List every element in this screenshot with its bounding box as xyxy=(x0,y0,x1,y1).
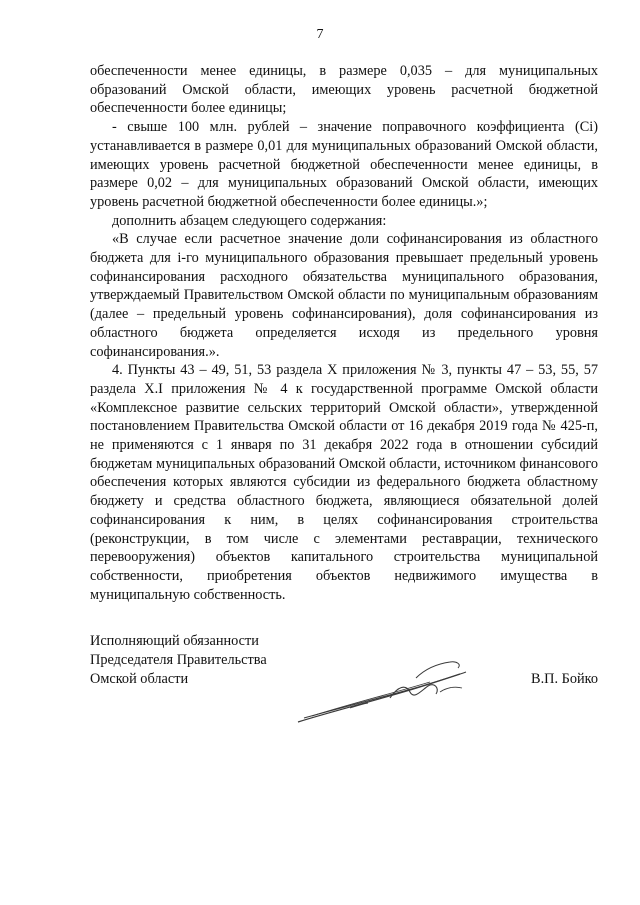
handwritten-signature xyxy=(290,648,480,728)
signer-position xyxy=(90,632,267,689)
paragraph-quoted-clause: «В случае если расчетное значение доли софинансирования из областного бюджета для i-го муниципального образования превышает предельный уровень софинансирования расходного обязательства муниципального образования, утверждаемый Правительством Омской области по муниципальным образованиям (далее – предельный уровень софинансирования), доля софинансирования из областного бюджета определяется исходя из предельного уровня софинансирования.». xyxy=(90,231,598,360)
signer-position-line-3: Омской области xyxy=(90,671,189,687)
paragraph-item-4: 4. Пункты 43 – 49, 51, 53 раздела X приложения № 3, пункты 47 – 53, 55, 57 раздела X.I приложения № 4 к государственной программе Омской области «Комплексное развитие сельских территорий Омской области», утвержденной постановлением Правительства Омской области от 16 декабря 2019 года № 425-п, не применяются с 1 января по 31 декабря 2022 года в отношении субсидий бюджетам муниципальных образований Омской области, источником финансового обеспечения которых являются субсидии из федерального бюджета областному бюджету и средства областного бюджета, являющиеся обязательной долей софинансирования к ним, в целях софинансирования строительства (реконструкции, в том числе с элементами реставрации, технического перевооружения) объектов капитального строительства муниципальной собственности, приобретения объектов недвижимого имущества в муниципальную собственность. xyxy=(90,362,598,603)
paragraph-coefficient-over-100m: - свыше 100 млн. рублей – значение поправочного коэффициента (Ci) устанавливается в размере 0,01 для муниципальных образований Омской области, имеющих уровень расчетной бюджетной обеспеченности менее единицы, в размере 0,02 – для муниципальных образований Омской области, имеющих уровень расчетной бюджетной обеспеченности более единицы.»; xyxy=(90,119,598,210)
paragraph-continuation: обеспеченности менее единицы, в размере 0,035 – для муниципальных образований Омской области, имеющих уровень расчетной бюджетной обеспеченности более единицы; xyxy=(90,63,598,117)
signer-position-line-1: Исполняющий обязанности xyxy=(90,633,259,649)
signature-block xyxy=(90,632,598,732)
signer-position-line-2: Председателя Правительства xyxy=(90,652,267,668)
signer-name: В.П. Бойко xyxy=(531,671,598,687)
paragraph-add-clause: дополнить абзацем следующего содержания: xyxy=(112,212,387,229)
document-body xyxy=(90,62,598,604)
page-number: 7 xyxy=(316,27,324,42)
